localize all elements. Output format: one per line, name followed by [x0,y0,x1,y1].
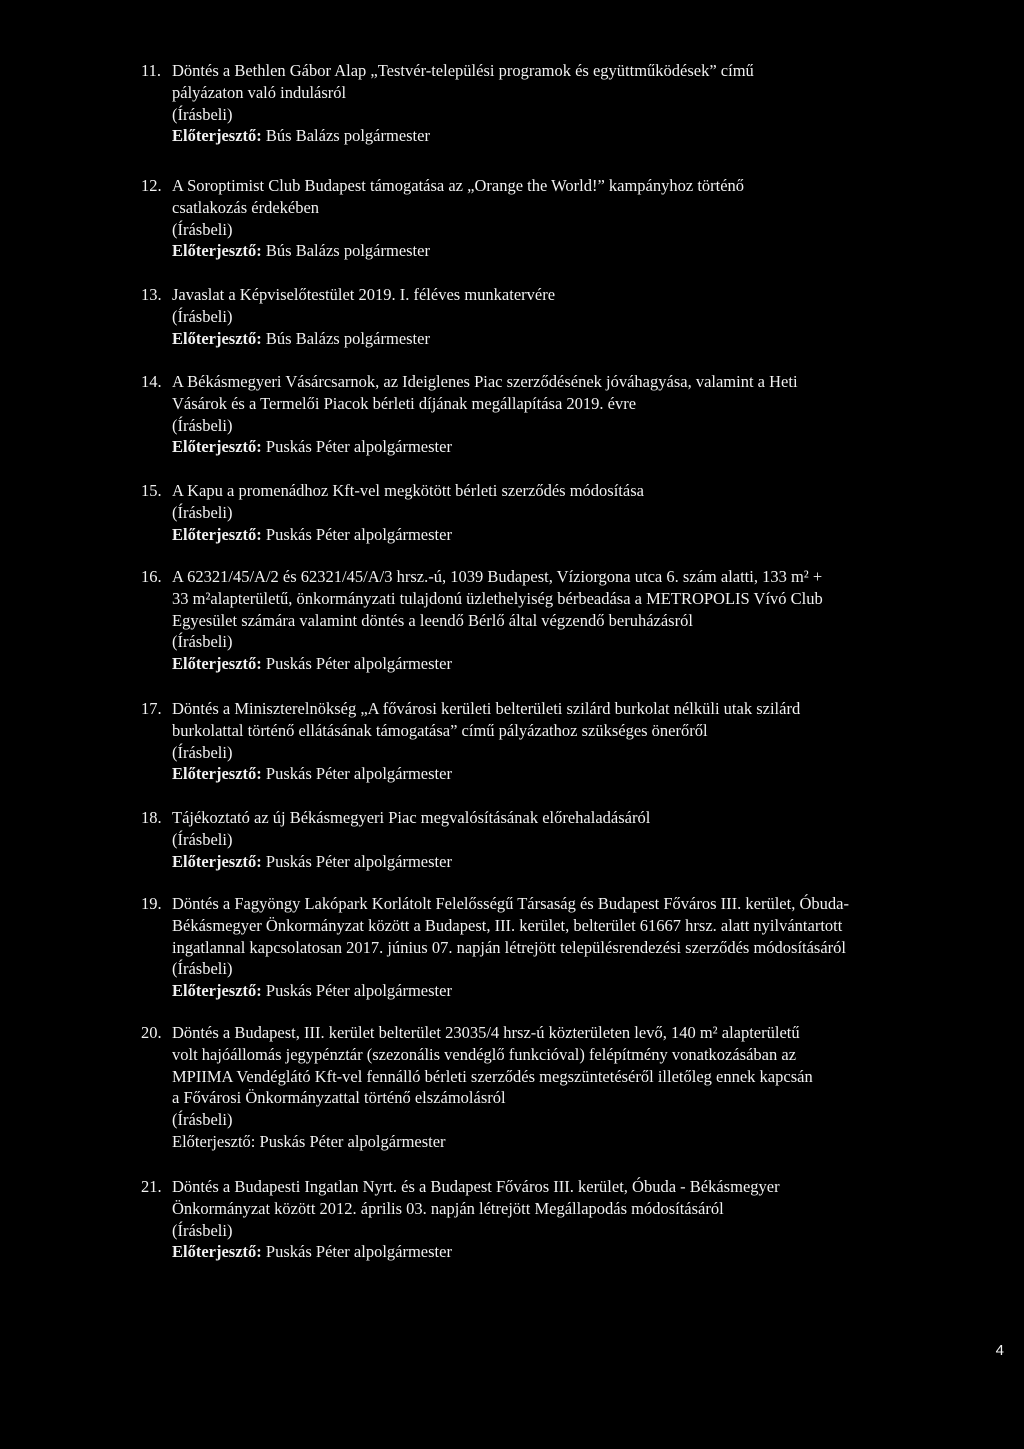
agenda-item-presenter [172,328,941,350]
agenda-item-presenter [172,1131,941,1153]
agenda-item-presenter [172,125,941,147]
agenda-item-title-line: Egyesület számára valamint döntés a leendő Bérlő által végzendő beruházásról [172,610,693,630]
agenda-item-number: 12. [141,176,162,195]
agenda-item-title-line: pályázaton való indulásról [172,82,347,102]
presenter-label: Előterjesztő: [172,241,262,261]
presenter-label: Előterjesztő: [172,126,262,146]
presenter-name: Bús Balázs polgármester [265,126,430,146]
agenda-item-18 [141,807,941,872]
agenda-item-type: (Írásbeli) [172,632,233,652]
agenda-item-17 [141,698,941,785]
agenda-item-number: 18. [141,808,162,827]
agenda-item-number: 14. [141,372,162,391]
presenter-name: Puskás Péter alpolgármester [259,1131,446,1151]
agenda-item-type: (Írásbeli) [172,219,233,239]
agenda-item-13 [141,284,941,349]
agenda-item-title-line: csatlakozás érdekében [172,197,320,217]
presenter-name: Puskás Péter alpolgármester [265,654,452,674]
page-number: 4 [995,1342,1004,1359]
agenda-item-title-line: Döntés a Budapest, III. kerület belterület 23035/4 hrsz-ú közterületen levő, 140 m² alapterületű [172,1023,800,1042]
agenda-item-number: 16. [141,567,162,586]
agenda-item-number: 20. [141,1023,162,1042]
agenda-item-title-line: Döntés a Bethlen Gábor Alap „Testvér-települési programok és együttműködések” című [172,61,754,80]
agenda-item-11 [141,60,941,147]
agenda-item-number: 19. [141,894,162,913]
agenda-item-15 [141,480,941,545]
agenda-item-title-line: a Fővárosi Önkormányzattal történő elszámolásról [172,1088,506,1108]
agenda-item-title-line: Döntés a Miniszterelnökség „A fővárosi kerületi belterületi szilárd burkolat nélküli utak szilárd [172,699,801,718]
presenter-name: Puskás Péter alpolgármester [265,524,452,544]
agenda-item-title-line: A Békásmegyeri Vásárcsarnok, az Ideiglenes Piac szerződésének jóváhagyása, valamint a Heti [172,372,798,391]
agenda-item-12 [141,175,941,262]
agenda-item-title-line: Tájékoztató az új Békásmegyeri Piac megvalósításának előrehaladásáról [172,808,651,827]
agenda-item-type: (Írásbeli) [172,306,233,326]
agenda-item-title-line: volt hajóállomás jegypénztár (szezonális vendéglő funkcióval) felépítmény vonatkozásában az [172,1044,797,1064]
agenda-item-presenter [172,851,941,873]
agenda-item-title-line: Döntés a Budapesti Ingatlan Nyrt. és a Budapest Főváros III. kerület, Óbuda - Békásmegyer [172,1177,780,1196]
agenda-item-number: 21. [141,1177,162,1196]
presenter-label: Előterjesztő: [172,851,262,871]
agenda-item-title-line: 33 m²alapterületű, önkormányzati tulajdonú üzlethelyiség bérbeadása a METROPOLIS Vívó Club [172,588,823,608]
agenda-item-presenter [172,436,941,458]
agenda-item-presenter [172,1241,941,1263]
agenda-item-type: (Írásbeli) [172,415,233,435]
presenter-name: Puskás Péter alpolgármester [265,981,452,1001]
presenter-name: Puskás Péter alpolgármester [265,437,452,457]
agenda-item-presenter [172,240,941,262]
agenda-item-title-line: Vásárok és a Termelői Piacok bérleti díjának megállapítása 2019. évre [172,393,637,413]
presenter-name: Puskás Péter alpolgármester [265,851,452,871]
presenter-label: Előterjesztő: [172,981,262,1001]
agenda-item-21 [141,1176,941,1263]
agenda-item-number: 15. [141,481,162,500]
presenter-label: Előterjesztő: [172,654,262,674]
presenter-name: Bús Balázs polgármester [265,328,430,348]
agenda-item-presenter [172,653,941,675]
agenda-item-title-line: Javaslat a Képviselőtestület 2019. I. féléves munkatervére [172,285,556,304]
agenda-item-type: (Írásbeli) [172,829,233,849]
agenda-item-20 [141,1022,941,1153]
agenda-item-type: (Írásbeli) [172,959,233,979]
agenda-item-type: (Írásbeli) [172,502,233,522]
agenda-item-presenter [172,763,941,785]
agenda-item-type: (Írásbeli) [172,104,233,124]
agenda-item-title-line: A Kapu a promenádhoz Kft-vel megkötött bérleti szerződés módosítása [172,481,644,500]
presenter-label: Előterjesztő: [172,437,262,457]
agenda-item-number: 11. [141,61,162,80]
presenter-label: Előterjesztő: [172,524,262,544]
presenter-name: Puskás Péter alpolgármester [265,764,452,784]
presenter-name: Bús Balázs polgármester [265,241,430,261]
agenda-item-presenter [172,524,941,546]
presenter-label: Előterjesztő: [172,1242,262,1262]
agenda-item-19 [141,893,941,1002]
agenda-item-type: (Írásbeli) [172,742,233,762]
presenter-label: Előterjesztő: [172,764,262,784]
agenda-item-title-line: Önkormányzat között 2012. április 03. napján létrejött Megállapodás módosításáról [172,1198,724,1218]
agenda-item-title-line: ingatlannal kapcsolatosan 2017. június 07. napján létrejött településrendezési szerződés módosításáról [172,937,847,957]
agenda-item-number: 13. [141,285,162,304]
agenda-item-14 [141,371,941,458]
agenda-item-presenter [172,980,941,1002]
presenter-name: Puskás Péter alpolgármester [265,1242,452,1262]
agenda-item-title-line: A Soroptimist Club Budapest támogatása az „Orange the World!” kampányhoz történő [172,176,745,195]
presenter-label: Előterjesztő: [172,1131,256,1151]
agenda-item-title-line: Döntés a Fagyöngy Lakópark Korlátolt Felelősségű Társaság és Budapest Főváros III. kerület, Óbuda- [172,894,849,913]
presenter-label: Előterjesztő: [172,328,262,348]
agenda-item-title-line: A 62321/45/A/2 és 62321/45/A/3 hrsz.-ú, 1039 Budapest, Víziorgona utca 6. szám alatti, 133 m² + [172,567,823,586]
agenda-item-title-line: burkolattal történő ellátásának támogatása” című pályázathoz szükséges önerőről [172,720,708,740]
agenda-item-type: (Írásbeli) [172,1220,233,1240]
agenda-item-title-line: MPIIMA Vendéglátó Kft-vel fennálló bérleti szerződés megszüntetéséről illetőleg ennek kapcsán [172,1066,813,1086]
agenda-item-title-line: Békásmegyer Önkormányzat között a Budapest, III. kerület, belterület 61667 hrsz. alatt nyilvántartott [172,915,843,935]
agenda-item-number: 17. [141,699,162,718]
agenda-item-16 [141,566,941,675]
agenda-item-type: (Írásbeli) [172,1110,233,1130]
